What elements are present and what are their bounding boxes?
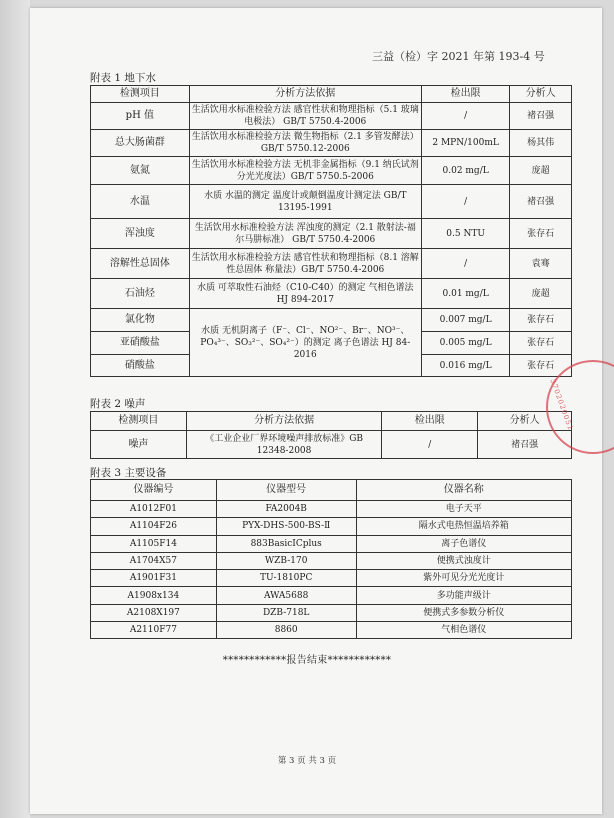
instrument-id-cell: A1901F31 bbox=[91, 570, 217, 587]
table-row bbox=[91, 570, 572, 587]
header-cell: 分析方法依据 bbox=[186, 412, 382, 431]
header-cell: 仪器名称 bbox=[356, 480, 571, 501]
header-cell: 检测项目 bbox=[91, 86, 190, 103]
limit-cell: 0.02 mg/L bbox=[421, 157, 509, 185]
header-cell: 检出限 bbox=[382, 412, 478, 431]
table-row bbox=[91, 185, 572, 219]
limit-cell: / bbox=[382, 431, 478, 459]
table3-title: 附表 3 主要设备 bbox=[90, 467, 167, 479]
instrument-id-cell: A1012F01 bbox=[91, 501, 217, 518]
header-cell: 仪器型号 bbox=[216, 480, 356, 501]
table-row bbox=[91, 157, 572, 185]
method-cell: 水质 无机阴离子（F⁻、Cl⁻、NO²⁻、Br⁻、NO³⁻、PO₄³⁻、SO₃²⁻、SO₄²⁻）的测定 离子色谱法 HJ 84-2016 bbox=[189, 309, 421, 377]
header-cell: 分析人 bbox=[510, 86, 572, 103]
table-row bbox=[91, 622, 572, 639]
limit-cell: / bbox=[421, 185, 509, 219]
equipment-table bbox=[90, 479, 572, 639]
instrument-name-cell: 电子天平 bbox=[356, 501, 571, 518]
analyst-cell: 张存石 bbox=[510, 332, 572, 355]
item-cell: 氯化物 bbox=[91, 309, 190, 332]
table-row bbox=[91, 249, 572, 279]
table-row bbox=[91, 552, 572, 569]
method-cell: 生活饮用水标准检验方法 无机非金属指标（9.1 纳氏试剂分光光度法）GB/T 5750.5-2006 bbox=[189, 157, 421, 185]
limit-cell: 0.005 mg/L bbox=[421, 332, 509, 355]
report-end-marker: ************报告结束************ bbox=[222, 655, 392, 666]
method-cell: 水质 水温的测定 温度计或颠倒温度计测定法 GB/T 13195-1991 bbox=[189, 185, 421, 219]
report-number: 三益（检）字 2021 年第 193-4 号 bbox=[372, 50, 545, 63]
item-cell: 氨氮 bbox=[91, 157, 190, 185]
method-cell: 生活饮用水标准检验方法 浑浊度的测定（2.1 散射法-福尔马肼标准） GB/T 5750.4-2006 bbox=[189, 219, 421, 249]
header-cell: 检出限 bbox=[421, 86, 509, 103]
method-cell: 生活饮用水标准检验方法 感官性状和物理指标（5.1 玻璃电极法） GB/T 5750.4-2006 bbox=[189, 103, 421, 130]
limit-cell: / bbox=[421, 249, 509, 279]
analyst-cell: 庞超 bbox=[510, 279, 572, 309]
analyst-cell: 褚召强 bbox=[510, 103, 572, 130]
instrument-name-cell: 紫外可见分光光度计 bbox=[356, 570, 571, 587]
header-cell: 分析人 bbox=[478, 412, 572, 431]
table-row bbox=[91, 604, 572, 621]
method-cell: 《工业企业厂界环境噪声排放标准》GB 12348-2008 bbox=[186, 431, 382, 459]
table-header-row bbox=[91, 86, 572, 103]
item-cell: 总大肠菌群 bbox=[91, 130, 190, 157]
item-cell: 溶解性总固体 bbox=[91, 249, 190, 279]
item-cell: 水温 bbox=[91, 185, 190, 219]
table-row bbox=[91, 587, 572, 604]
item-cell: 硝酸盐 bbox=[91, 355, 190, 377]
limit-cell: 0.5 NTU bbox=[421, 219, 509, 249]
instrument-model-cell: 8860 bbox=[216, 622, 356, 639]
instrument-name-cell: 隔水式电热恒温培养箱 bbox=[356, 518, 571, 535]
instrument-model-cell: DZB-718L bbox=[216, 604, 356, 621]
table-row bbox=[91, 130, 572, 157]
table-row bbox=[91, 219, 572, 249]
table-row bbox=[91, 518, 572, 535]
table-row bbox=[91, 535, 572, 552]
item-cell: 亚硝酸盐 bbox=[91, 332, 190, 355]
instrument-model-cell: WZB-170 bbox=[216, 552, 356, 569]
analyst-cell: 张存石 bbox=[510, 309, 572, 332]
scan-background bbox=[0, 0, 30, 818]
analyst-cell: 张存石 bbox=[510, 355, 572, 377]
analyst-cell: 庞超 bbox=[510, 157, 572, 185]
instrument-model-cell: 883BasicICplus bbox=[216, 535, 356, 552]
method-cell: 水质 可萃取性石油烃（C10-C40）的测定 气相色谱法 HJ 894-2017 bbox=[189, 279, 421, 309]
instrument-id-cell: A1908x134 bbox=[91, 587, 217, 604]
header-cell: 检测项目 bbox=[91, 412, 187, 431]
instrument-name-cell: 便携式浊度计 bbox=[356, 552, 571, 569]
instrument-id-cell: A1704X57 bbox=[91, 552, 217, 569]
method-cell: 生活饮用水标准检验方法 感官性状和物理指标（8.1 溶解性总固体 称量法）GB/T 5750.4-2006 bbox=[189, 249, 421, 279]
table-row bbox=[91, 279, 572, 309]
method-cell: 生活饮用水标准检验方法 微生物指标（2.1 多管发酵法）GB/T 5750.12-2006 bbox=[189, 130, 421, 157]
page-number: 第 3 页 共 3 页 bbox=[277, 756, 337, 766]
instrument-id-cell: A2110F77 bbox=[91, 622, 217, 639]
limit-cell: 0.016 mg/L bbox=[421, 355, 509, 377]
limit-cell: / bbox=[421, 103, 509, 130]
instrument-id-cell: A1105F14 bbox=[91, 535, 217, 552]
noise-table bbox=[90, 411, 572, 459]
instrument-name-cell: 多功能声级计 bbox=[356, 587, 571, 604]
table-row bbox=[91, 103, 572, 130]
instrument-name-cell: 气相色谱仪 bbox=[356, 622, 571, 639]
header-cell: 仪器编号 bbox=[91, 480, 217, 501]
instrument-name-cell: 便携式多参数分析仪 bbox=[356, 604, 571, 621]
limit-cell: 0.01 mg/L bbox=[421, 279, 509, 309]
limit-cell: 0.007 mg/L bbox=[421, 309, 509, 332]
analyst-cell: 杨其伟 bbox=[510, 130, 572, 157]
table-row bbox=[91, 309, 572, 332]
instrument-model-cell: AWA5688 bbox=[216, 587, 356, 604]
instrument-model-cell: PYX-DHS-500-BS-Ⅱ bbox=[216, 518, 356, 535]
table-row bbox=[91, 501, 572, 518]
instrument-name-cell: 离子色谱仪 bbox=[356, 535, 571, 552]
groundwater-table bbox=[90, 85, 572, 377]
item-cell: 石油烃 bbox=[91, 279, 190, 309]
seal-number: 3702020051 bbox=[548, 378, 575, 432]
instrument-model-cell: FA2004B bbox=[216, 501, 356, 518]
analyst-cell: 褚召强 bbox=[510, 185, 572, 219]
item-cell: 浑浊度 bbox=[91, 219, 190, 249]
instrument-model-cell: TU-1810PC bbox=[216, 570, 356, 587]
analyst-cell: 张存石 bbox=[510, 219, 572, 249]
table-header-row bbox=[91, 412, 572, 431]
analyst-cell: 褚召强 bbox=[478, 431, 572, 459]
header-cell: 分析方法依据 bbox=[189, 86, 421, 103]
limit-cell: 2 MPN/100mL bbox=[421, 130, 509, 157]
table-header-row bbox=[91, 480, 572, 501]
item-cell: 噪声 bbox=[91, 431, 187, 459]
table1-title: 附表 1 地下水 bbox=[90, 72, 156, 84]
instrument-id-cell: A2108X197 bbox=[91, 604, 217, 621]
instrument-id-cell: A1104F26 bbox=[91, 518, 217, 535]
analyst-cell: 袁骞 bbox=[510, 249, 572, 279]
item-cell: pH 值 bbox=[91, 103, 190, 130]
table-row bbox=[91, 431, 572, 459]
table2-title: 附表 2 噪声 bbox=[90, 398, 146, 410]
